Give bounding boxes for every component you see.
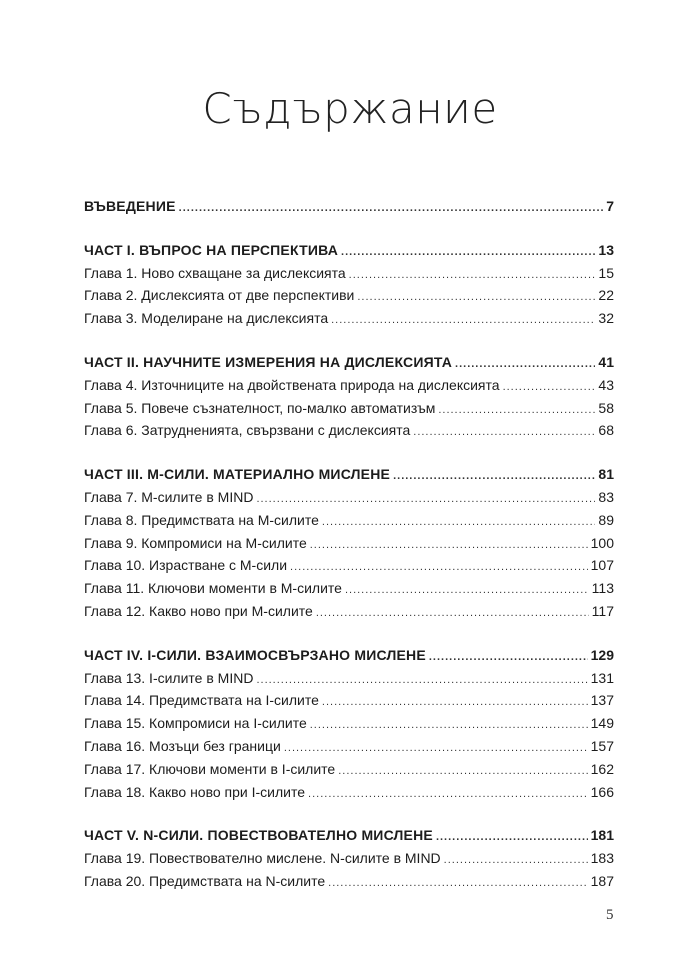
table-of-contents: [84, 195, 614, 914]
toc-chapter-entry[interactable]: [84, 600, 614, 623]
chapter-title: Глава 19. Повествователно мислене. N-силите в MIND: [84, 850, 441, 867]
toc-chapter-entry[interactable]: [84, 262, 614, 285]
chapter-title: Глава 4. Източниците на двойствената природа на дислексията: [84, 376, 500, 393]
chapter-title: Глава 7. М-силите в MIND: [84, 488, 254, 505]
dot-leader: [322, 509, 596, 534]
dot-leader: [393, 463, 595, 488]
toc-chapter-entry[interactable]: [84, 307, 614, 330]
toc-part-entry[interactable]: [84, 239, 614, 262]
dot-leader: [455, 351, 595, 376]
dot-leader: [316, 600, 589, 625]
toc-section: [84, 824, 614, 892]
toc-chapter-entry[interactable]: [84, 486, 614, 509]
dot-leader: [308, 781, 588, 806]
toc-chapter-entry[interactable]: [84, 509, 614, 532]
toc-chapter-entry[interactable]: [84, 870, 614, 893]
chapter-title: Глава 10. Израстване с М-сили: [84, 557, 288, 574]
page-ref: 100: [590, 534, 614, 551]
toc-part-entry[interactable]: [84, 463, 614, 486]
chapter-title: Глава 20. Предимствата на N-силите: [84, 872, 326, 889]
part-title: ЧАСТ III. М-СИЛИ. МАТЕРИАЛНО МИСЛЕНЕ: [84, 466, 391, 483]
toc-chapter-entry[interactable]: [84, 781, 614, 804]
chapter-title: Глава 15. Компромиси на I-силите: [84, 715, 307, 732]
toc-section: [84, 644, 614, 804]
page-ref: 89: [598, 511, 614, 528]
dot-leader: [322, 689, 588, 714]
page-ref: 187: [590, 872, 614, 889]
toc-chapter-entry[interactable]: [84, 712, 614, 735]
chapter-title: Глава 12. Какво ново при М-силите: [84, 602, 313, 619]
page-ref: 107: [590, 557, 614, 574]
toc-chapter-entry[interactable]: [84, 419, 614, 442]
dot-leader: [345, 577, 589, 602]
part-title: ВЪВЕДЕНИЕ: [84, 198, 176, 214]
chapter-title: Глава 2. Дислексията от две перспективи: [84, 287, 355, 304]
toc-chapter-entry[interactable]: [84, 374, 614, 397]
dot-leader: [256, 667, 587, 692]
page-ref: 131: [590, 669, 614, 686]
toc-part-entry[interactable]: [84, 351, 614, 374]
dot-leader: [256, 486, 595, 511]
chapter-title: Глава 5. Повече съзнателност, по-малко автоматизъм: [84, 399, 436, 416]
toc-section: [84, 351, 614, 442]
toc-chapter-entry[interactable]: [84, 532, 614, 555]
dot-leader: [290, 554, 588, 579]
page-ref: 83: [598, 488, 614, 505]
part-title: ЧАСТ I. ВЪПРОС НА ПЕРСПЕКТИВА: [84, 241, 339, 258]
toc-chapter-entry[interactable]: [84, 847, 614, 870]
toc-chapter-entry[interactable]: [84, 554, 614, 577]
toc-section: [84, 463, 614, 623]
page-ref: 13: [598, 241, 614, 258]
chapter-title: Глава 3. Моделиране на дислексията: [84, 310, 329, 327]
dot-leader: [328, 870, 588, 895]
page-ref: 149: [590, 715, 614, 732]
page-ref: 113: [591, 580, 614, 597]
page-ref: 32: [598, 310, 614, 327]
dot-leader: [503, 374, 596, 399]
page-ref: 157: [590, 737, 614, 754]
chapter-title: Глава 1. Ново схващане за дислексията: [84, 264, 346, 281]
dot-leader: [338, 758, 587, 783]
toc-part-entry[interactable]: [84, 644, 614, 667]
toc-section: [84, 195, 614, 218]
chapter-title: Глава 9. Компромиси на М-силите: [84, 534, 307, 551]
dot-leader: [429, 644, 588, 669]
dot-leader: [357, 284, 595, 309]
chapter-title: Глава 13. I-силите в MIND: [84, 669, 254, 686]
toc-chapter-entry[interactable]: [84, 689, 614, 712]
dot-leader: [444, 847, 588, 872]
page-title: Съдържание: [202, 84, 498, 133]
toc-chapter-entry[interactable]: [84, 397, 614, 420]
dot-leader: [436, 824, 588, 849]
toc-part-entry[interactable]: [84, 195, 614, 218]
toc-chapter-entry[interactable]: [84, 577, 614, 600]
page-ref: 137: [590, 692, 614, 709]
dot-leader: [179, 195, 604, 220]
chapter-title: Глава 11. Ключови моменти в М-силите: [84, 580, 342, 597]
page-ref: 166: [590, 783, 614, 800]
toc-chapter-entry[interactable]: [84, 758, 614, 781]
dot-leader: [331, 307, 595, 332]
page-ref: 117: [591, 602, 614, 619]
dot-leader: [438, 397, 595, 422]
toc-chapter-entry[interactable]: [84, 284, 614, 307]
toc-chapter-entry[interactable]: [84, 735, 614, 758]
page-ref: 129: [590, 646, 614, 663]
page-ref: 41: [598, 353, 614, 370]
part-title: ЧАСТ IV. I-СИЛИ. ВЗАИМОСВЪРЗАНО МИСЛЕНЕ: [84, 646, 426, 663]
toc-section: [84, 239, 614, 330]
chapter-title: Глава 17. Ключови моменти в I-силите: [84, 760, 336, 777]
page-ref: 181: [590, 827, 614, 844]
page-ref: 81: [598, 466, 614, 483]
toc-chapter-entry[interactable]: [84, 667, 614, 690]
dot-leader: [341, 239, 595, 264]
page-number: 5: [606, 907, 614, 923]
chapter-title: Глава 18. Какво ново при I-силите: [84, 783, 306, 800]
chapter-title: Глава 8. Предимствата на М-силите: [84, 511, 319, 528]
page-ref: 58: [598, 399, 614, 416]
chapter-title: Глава 16. Мозъци без граници: [84, 737, 281, 754]
part-title: ЧАСТ II. НАУЧНИТЕ ИЗМЕРЕНИЯ НА ДИСЛЕКСИЯТА: [84, 353, 453, 370]
part-title: ЧАСТ V. N-СИЛИ. ПОВЕСТВОВАТЕЛНО МИСЛЕНЕ: [84, 827, 433, 844]
page-ref: 7: [606, 198, 614, 214]
dot-leader: [310, 712, 588, 737]
page-ref: 15: [598, 264, 614, 281]
page-ref: 183: [590, 850, 614, 867]
dot-leader: [284, 735, 588, 760]
page-ref: 22: [598, 287, 614, 304]
page-ref: 162: [590, 760, 614, 777]
chapter-title: Глава 14. Предимствата на I-силите: [84, 692, 319, 709]
dot-leader: [349, 262, 596, 287]
page-ref: 43: [598, 376, 614, 393]
chapter-title: Глава 6. Затрудненията, свързвани с дислексията: [84, 422, 411, 439]
dot-leader: [413, 419, 595, 444]
toc-part-entry[interactable]: [84, 824, 614, 847]
dot-leader: [310, 532, 588, 557]
page-ref: 68: [598, 422, 614, 439]
